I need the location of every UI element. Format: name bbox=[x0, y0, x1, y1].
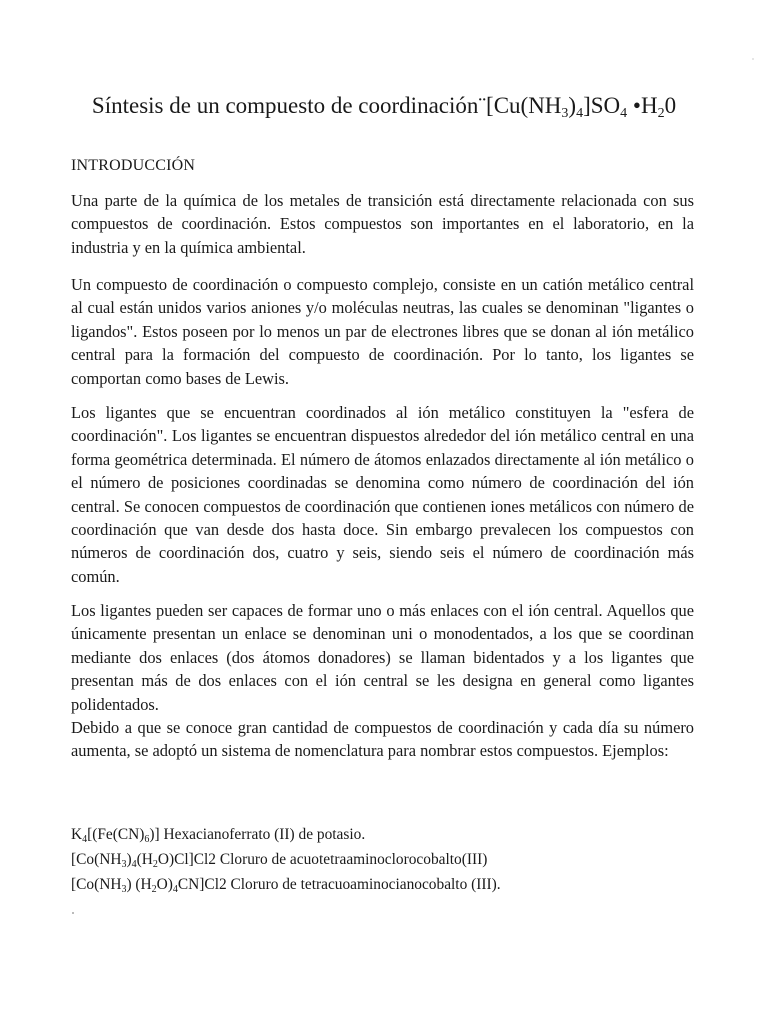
title-text: •H bbox=[627, 93, 658, 118]
formula-text: CN]Cl2 Cloruro de tetracuoaminocianocobalto (III). bbox=[177, 876, 501, 893]
paragraph-4 bbox=[71, 599, 694, 763]
formula-text: )] Hexacianoferrato (II) de potasio. bbox=[149, 826, 366, 843]
paragraph-text: Los ligantes que se encuentran coordinados al ión metálico constituyen la "esfera de coordinación". Los ligantes se encuentran dispuestos alrededor del ión metálico central en una forma geométrica determinada. El número de átomos enlazados directamente al ión metálico o el número de posiciones coordinadas se denomina como número de coordinación del ión central. Se conocen compuestos de coordinación que contienen iones metálicos con número de coordinación que van desde dos hasta doce. Sin embargo prevalecen los compuestos con números de coordinación dos, cuatro y seis, siendo seis el número de coordinación más común. bbox=[71, 403, 694, 586]
formula-text: O) bbox=[156, 876, 173, 893]
paragraph-3 bbox=[71, 401, 694, 588]
paragraph-text: Un compuesto de coordinación o compuesto complejo, consiste en un catión metálico central al cual están unidos varios aniones y/o moléculas neutras, las cuales se denominan "ligantes o ligandos". Estos poseen por lo menos un par de electrones libres que se donan al ión metálico central para la formación del compuesto de coordinación. Por lo tanto, los ligantes se comportan como bases de Lewis. bbox=[71, 275, 694, 388]
title-text: ]SO bbox=[583, 93, 621, 118]
paragraph-2 bbox=[71, 273, 694, 390]
formula-subscript: 6 bbox=[144, 834, 150, 845]
paragraph-text: Debido a que se conoce gran cantidad de compuestos de coordinación y cada día su número aumenta, se adoptó un sistema de nomenclatura para nombrar estos compuestos. Ejemplos: bbox=[71, 718, 694, 761]
example-item bbox=[71, 822, 501, 847]
title-subscript: 4 bbox=[620, 106, 628, 121]
formula-text: ) (H bbox=[126, 876, 152, 893]
formula-text: [Co(NH bbox=[71, 851, 122, 868]
formula-text: K bbox=[71, 826, 83, 843]
example-item bbox=[71, 872, 501, 897]
formula-subscript: 4 bbox=[172, 884, 178, 895]
document-title bbox=[0, 90, 768, 122]
formula-text: (H bbox=[136, 851, 153, 868]
formula-subscript: 2 bbox=[151, 884, 157, 895]
formula-text: O)Cl]Cl2 Cloruro de acuotetraaminoclorocobalto(III) bbox=[157, 851, 488, 868]
title-text: Síntesis de un compuesto de coordinación¨[Cu(NH bbox=[91, 93, 562, 118]
title-text: 0 bbox=[664, 93, 677, 118]
title-subscript: 3 bbox=[561, 106, 569, 121]
title-text: ) bbox=[568, 93, 577, 118]
formula-subscript: 2 bbox=[152, 859, 158, 870]
section-heading-introduccion: INTRODUCCIÓN bbox=[71, 157, 196, 174]
title-subscript: 4 bbox=[576, 106, 584, 121]
formula-subscript: 4 bbox=[82, 834, 88, 845]
formula-text: [(Fe(CN) bbox=[87, 826, 145, 843]
paragraph-text: Los ligantes pueden ser capaces de formar uno o más enlaces con el ión central. Aquellos que únicamente presentan un enlace se denominan uni o monodentados, a los que se coordinan mediante dos enlaces (dos átomos donadores) se llaman bidentados y a los ligantes que presentan más de dos enlaces con el ión central se les designa en general como ligantes polidentados. bbox=[71, 601, 694, 714]
example-item bbox=[71, 847, 501, 872]
formula-subscript: 3 bbox=[121, 859, 127, 870]
formula-text: [Co(NH bbox=[71, 876, 122, 893]
formula-text: ) bbox=[126, 851, 132, 868]
formula-subscript: 3 bbox=[121, 884, 127, 895]
paragraph-1 bbox=[71, 189, 694, 259]
stray-mark bbox=[752, 58, 754, 60]
formula-subscript: 4 bbox=[131, 859, 137, 870]
title-subscript: 2 bbox=[657, 106, 665, 121]
examples-list bbox=[71, 822, 501, 897]
stray-mark bbox=[72, 912, 74, 914]
paragraph-text: Una parte de la química de los metales de transición está directamente relacionada con sus compuestos de coordinación. Estos compuestos son importantes en el laboratorio, en la industria y en la química ambiental. bbox=[71, 191, 694, 257]
